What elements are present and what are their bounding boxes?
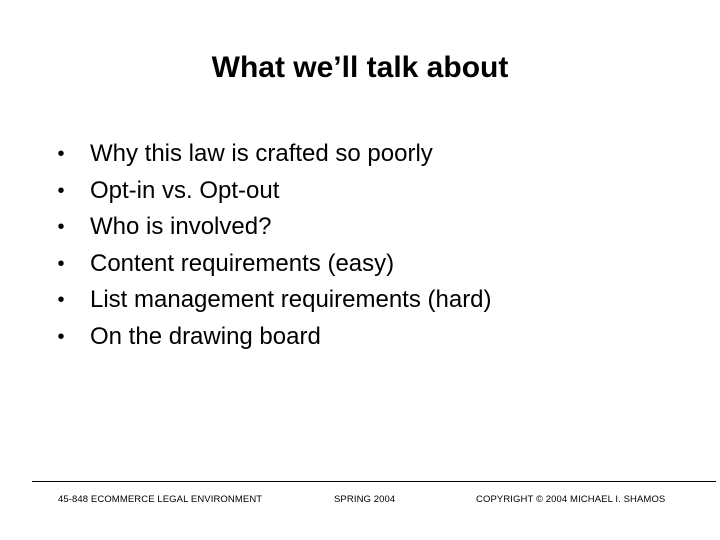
bullet-text: Opt-in vs. Opt-out	[90, 176, 280, 204]
bullet-text: Why this law is crafted so poorly	[90, 140, 433, 167]
bullet-item	[54, 282, 492, 319]
bullet-icon: •	[57, 143, 65, 165]
footer-term: SPRING 2004	[334, 494, 396, 505]
bullet-text: Who is involved?	[90, 213, 272, 240]
bullet-text: Content requirements (easy)	[90, 249, 395, 277]
bullet-icon: •	[57, 216, 65, 238]
bullet-icon: •	[57, 252, 65, 275]
bullet-item	[54, 209, 492, 246]
bullet-icon: •	[57, 325, 65, 348]
bullet-icon: •	[57, 289, 65, 311]
bullet-item	[54, 246, 492, 283]
bullet-text: List management requirements (hard)	[90, 286, 492, 313]
bullet-text: On the drawing board	[90, 322, 321, 350]
slide-title: What we’ll talk about	[211, 51, 509, 84]
bullet-item	[54, 319, 492, 356]
footer-course: 45-848 ECOMMERCE LEGAL ENVIRONMENT	[58, 494, 263, 505]
bullet-item	[54, 136, 492, 173]
bullet-list	[54, 136, 492, 355]
bullet-icon: •	[57, 179, 65, 202]
bullet-item	[54, 173, 492, 210]
footer-divider	[32, 481, 716, 482]
footer-copyright: COPYRIGHT © 2004 MICHAEL I. SHAMOS	[476, 494, 666, 505]
